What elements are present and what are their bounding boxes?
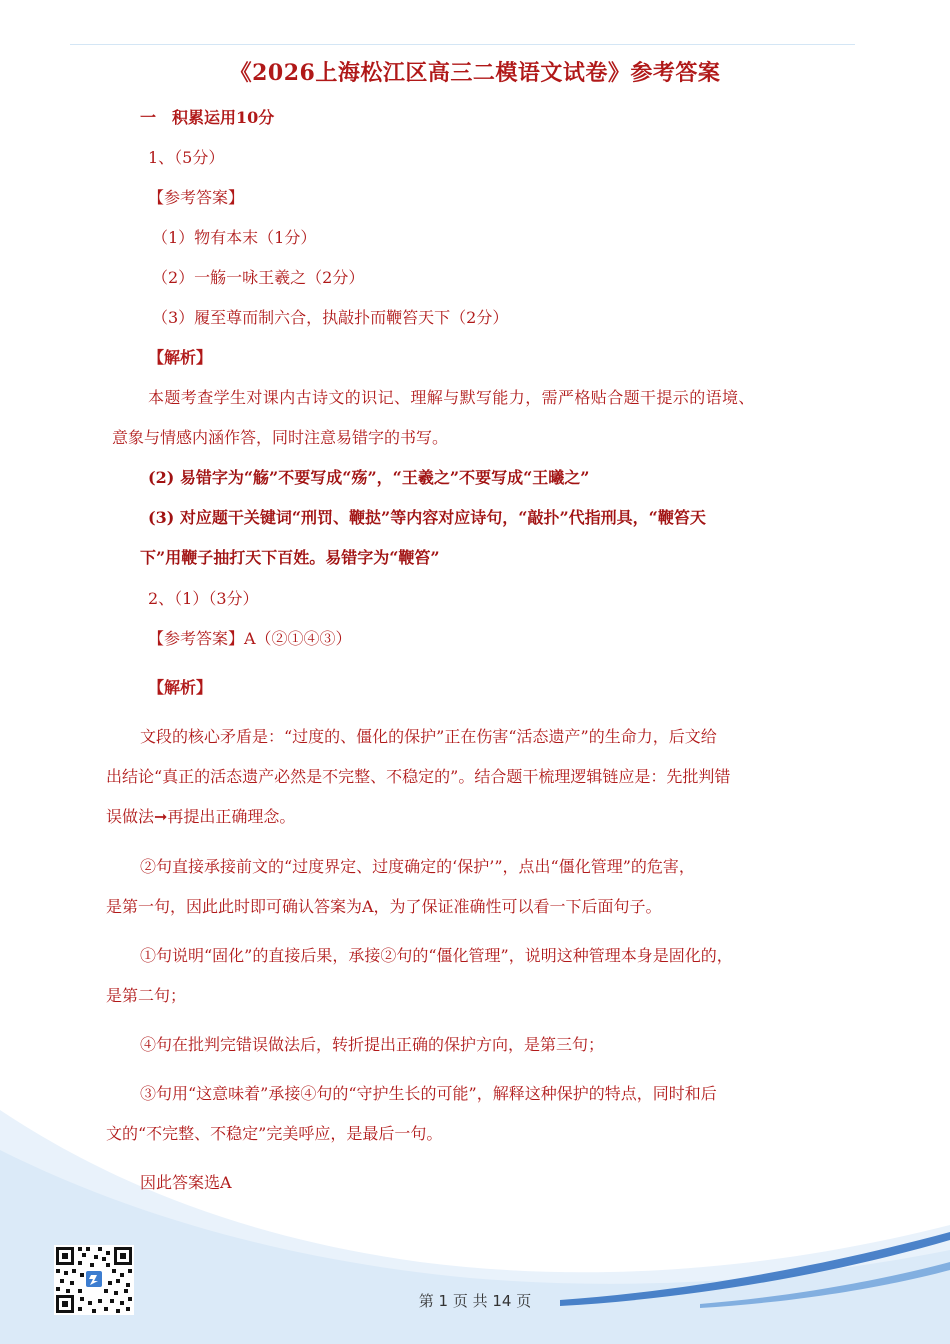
qr-code-icon[interactable] (54, 1245, 134, 1315)
section-heading: 一 积累运用10分 (140, 108, 275, 127)
page-footer: 第 1 页 共 14 页 (418, 1292, 532, 1310)
analysis-text: 出结论“真正的活态遗产必然是不完整、不稳定的”。结合题干梳理逻辑链应是：先批判错 (106, 767, 731, 786)
analysis-text: 是第一句，因此此时即可确认答案为A，为了保证准确性可以看一下后面句子。 (106, 897, 662, 916)
analysis-text: 是第二句； (106, 986, 187, 1005)
analysis-text: 文的“不完整、不稳定”完美呼应，是最后一句。 (106, 1124, 443, 1143)
analysis-text: (2) 易错字为“觞”不要写成“殇”，“王羲之”不要写成“王曦之” (148, 468, 590, 487)
analysis-label: 【解析】 (148, 678, 213, 697)
analysis-text: 下”用鞭子抽打天下百姓。易错字为“鞭笞” (140, 548, 440, 567)
analysis-text: 文段的核心矛盾是：“过度的、僵化的保护”正在伤害“活态遗产”的生命力，后文给 (140, 727, 717, 746)
analysis-text: 意象与情感内涵作答，同时注意易错字的书写。 (112, 428, 449, 447)
reference-answer-label: 【参考答案】 (148, 188, 245, 207)
analysis-text: 因此答案选A (140, 1173, 232, 1192)
answer-item: （2）一觞一咏王羲之（2分） (152, 268, 365, 287)
analysis-text: ②句直接承接前文的“过度界定、过度确定的‘保护’”，点出“僵化管理”的危害， (140, 857, 695, 876)
analysis-text: ④句在批判完错误做法后，转折提出正确的保护方向，是第三句； (140, 1035, 605, 1054)
answer-item: （1）物有本末（1分） (152, 228, 317, 247)
reference-answer: 【参考答案】A（②①④③） (148, 629, 352, 648)
analysis-text: (3) 对应题干关键词“刑罚、鞭挞”等内容对应诗句，“敲扑”代指刑具，“鞭笞天 (148, 508, 706, 527)
question-1-heading: 1、（5分） (148, 148, 225, 167)
analysis-text: 本题考查学生对课内古诗文的识记、理解与默写能力，需严格贴合题干提示的语境、 (148, 388, 755, 407)
analysis-label: 【解析】 (148, 348, 213, 367)
analysis-text: ①句说明“固化”的直接后果，承接②句的“僵化管理”，说明这种管理本身是固化的， (140, 946, 733, 965)
page-title: 《2026上海松江区高三二模语文试卷》参考答案 (229, 60, 721, 86)
question-2-heading: 2、（1）（3分） (148, 589, 259, 608)
analysis-text: ③句用“这意味着”承接④句的“守护生长的可能”，解释这种保护的特点，同时和后 (140, 1084, 717, 1103)
answer-item: （3）履至尊而制六合，执敲扑而鞭笞天下（2分） (152, 308, 509, 327)
analysis-text: 误做法➞再提出正确理念。 (106, 807, 296, 826)
